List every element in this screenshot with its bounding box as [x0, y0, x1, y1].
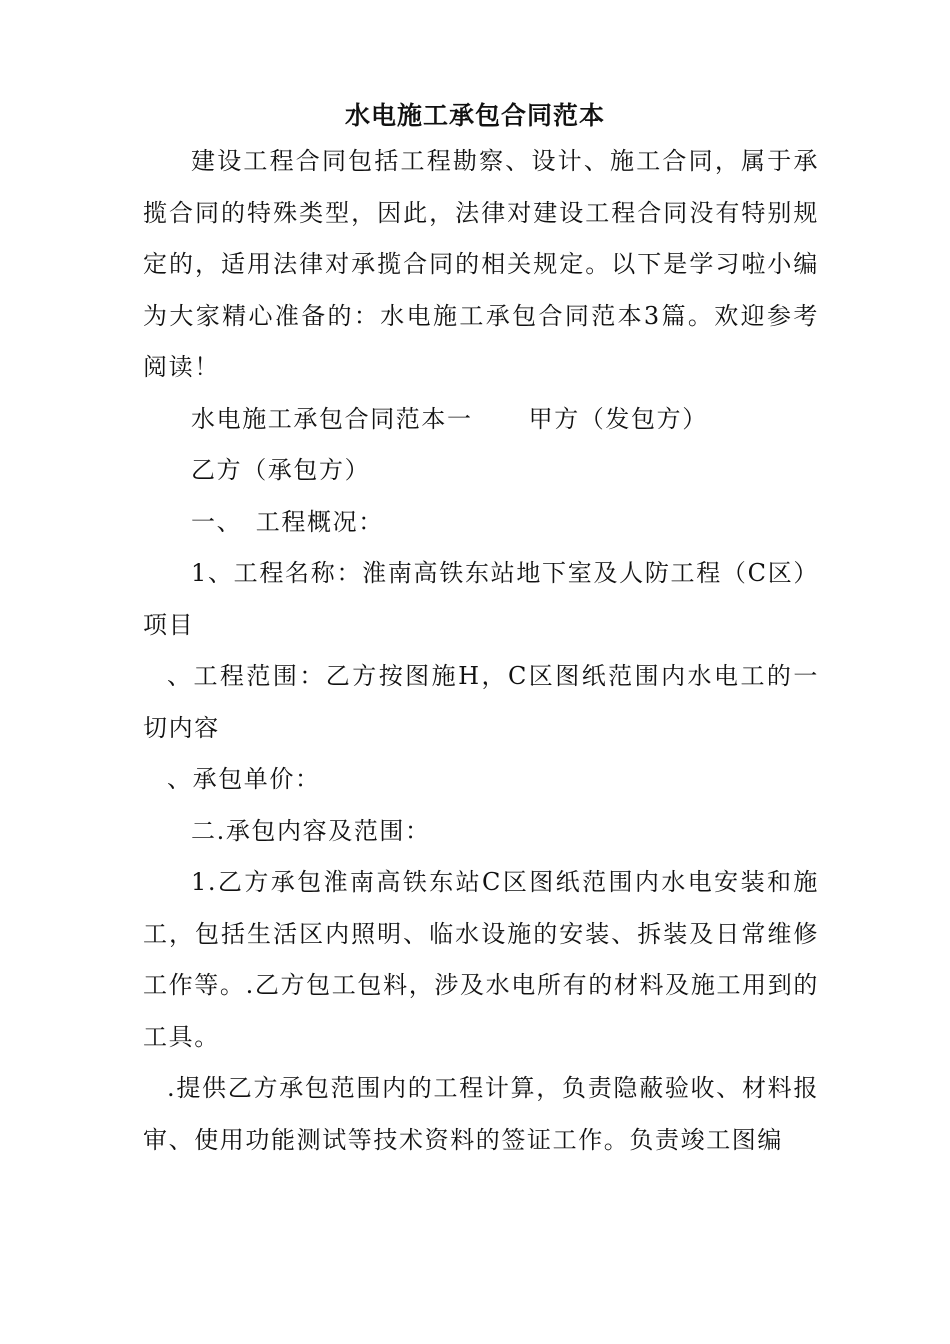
section-one-heading: 一、 工程概况：	[191, 507, 384, 536]
project-scope-item: 、工程范围：乙方按图施H，C区图纸范围内水电工的一切内容	[143, 662, 819, 742]
unit-price-item: 、承包单价：	[167, 765, 321, 793]
section-two-heading: 二.承包内容及范围：	[191, 816, 431, 845]
intro-paragraph: 建设工程合同包括工程勘察、设计、施工合同，属于承揽合同的特殊类型，因此，法律对建设工程合同没有特别规定的，适用法律对承揽合同的相关规定。以下是学习啦小编为大家精心准备的：水电施工承包合同范本3篇。欢迎参考阅读！	[143, 147, 819, 381]
party-a-label: 甲方（发包方）	[528, 404, 708, 433]
contract-content-item-2: .提供乙方承包范围内的工程计算，负责隐蔽验收、材料报审、使用功能测试等技术资料的签证工作。负责竣工图编	[143, 1074, 819, 1154]
contract-content-item-1: 1.乙方承包淮南高铁东站C区图纸范围内水电安装和施工，包括生活区内照明、临水设施的安装、拆装及日常维修工作等。.乙方包工包料，涉及水电所有的材料及施工用到的工具。	[143, 868, 819, 1051]
contract-heading-line	[143, 394, 819, 446]
document-body	[143, 136, 819, 1166]
project-name-item: 1、工程名称：淮南高铁东站地下室及人防工程（C区）项目	[143, 559, 819, 639]
document-title: 水电施工承包合同范本	[344, 101, 605, 130]
contract-one-heading: 水电施工承包合同范本一	[191, 404, 473, 433]
party-b-label: 乙方（承包方）	[191, 456, 371, 484]
